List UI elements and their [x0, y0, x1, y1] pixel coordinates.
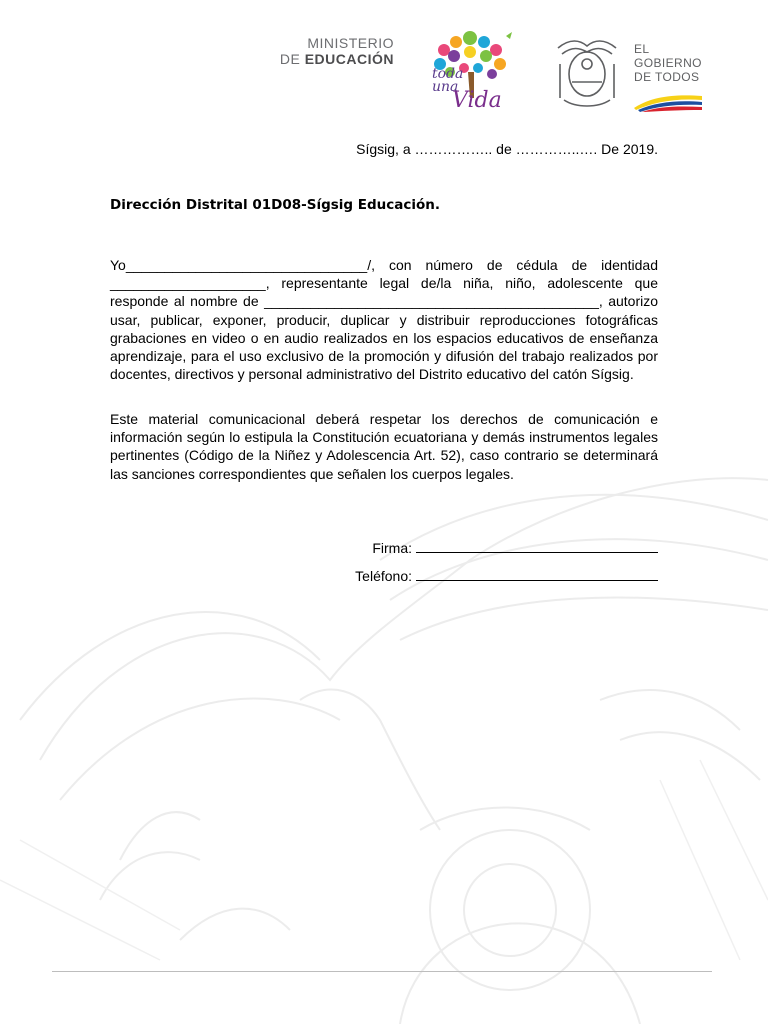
phone-row — [355, 566, 658, 584]
ministry-name: EDUCACIÓN — [304, 51, 394, 67]
date-line: Sígsig, a …………….. de …………..…. De 2019. — [356, 141, 658, 157]
campaign-word-vida: Vida — [452, 88, 502, 113]
phone-label: Teléfono: — [355, 568, 412, 584]
flag-swoosh-icon — [632, 90, 704, 112]
legal-paragraph: Este material comunicacional deberá respetar los derechos de comunicación e información según lo estipula la Constitución ecuatoriana y demás instrumentos legales pertinentes (Código de la Niñez y Adolescencia Art. 52), caso contrario se determinará las sanciones correspondientes que señalen los cuerpos legales. — [110, 411, 658, 482]
phone-field[interactable] — [416, 566, 658, 581]
campaign-word-toda: toda — [432, 66, 464, 82]
government-line3: DE TODOS — [634, 70, 700, 84]
ministry-logo — [270, 36, 394, 68]
ministry-prefix: DE — [279, 51, 301, 67]
footer-divider — [52, 971, 712, 972]
government-line1: EL — [634, 42, 650, 56]
signature-label: Firma: — [372, 540, 412, 556]
authorization-paragraph: Yo_______________________________/, con número de cédula de identidad ____________________, representante legal de/la niña, niño, adolescente que responde al nombre de ___________________________________________, autorizo usar, publicar, exponer, producir, duplicar y distribuir reproducciones fotográficas grabaciones en video o en audio realizados en los espacios educativos de enseñanza aprendizaje, para el uso exclusivo de la promoción y difusión del trabajo realizados por docentes, directivos y personal administrativo del Distrito educativo del catón Sígsig. — [110, 257, 658, 383]
signature-field[interactable] — [416, 538, 658, 553]
campaign-word-una: una — [432, 79, 459, 95]
ministry-line1: MINISTERIO — [307, 35, 394, 51]
government-line2: GOBIERNO — [634, 56, 702, 70]
campaign-wordmark — [432, 66, 522, 113]
government-logo — [634, 42, 714, 84]
national-coat-of-arms-icon — [552, 34, 622, 110]
addressee-heading: Dirección Distrital 01D08-Sígsig Educación. — [110, 197, 441, 213]
signature-row — [372, 538, 658, 556]
ministry-line2 — [270, 51, 394, 68]
